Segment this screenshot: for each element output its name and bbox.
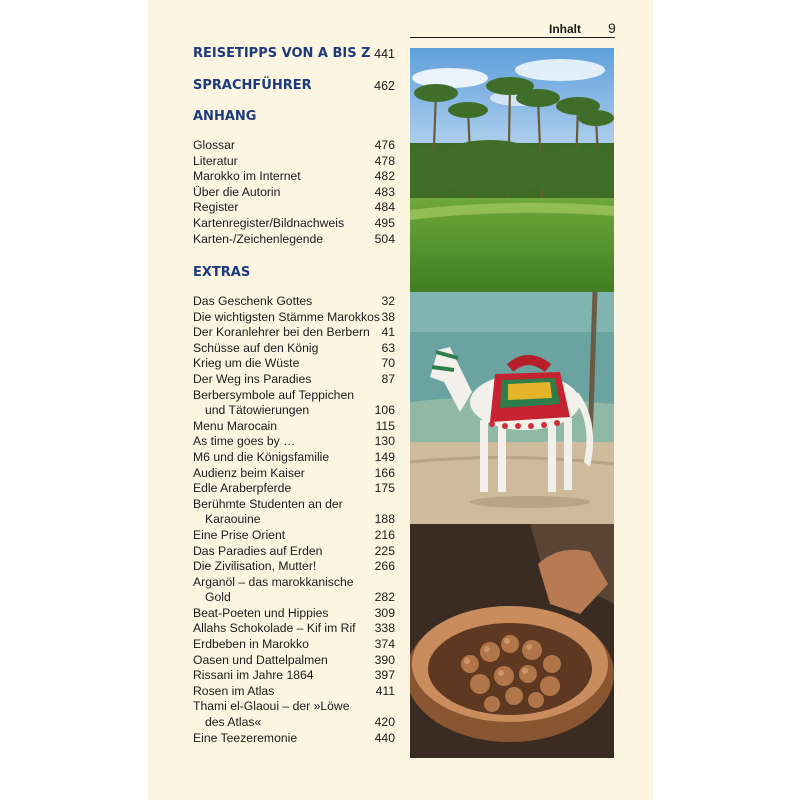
toc-entry-page: 63 [381, 340, 395, 355]
toc-entry-page: 216 [374, 527, 395, 542]
toc-entry[interactable] [193, 434, 395, 450]
toc-entry[interactable] [193, 419, 395, 435]
toc-entry-title: Karten-/Zeichenlegende [193, 231, 324, 246]
toc-entry-title: Eine Teezeremonie [193, 730, 298, 745]
toc-entry-page: 41 [381, 325, 395, 340]
toc-entry-title: des Atlas« [205, 715, 262, 730]
toc-entry-page: 338 [374, 621, 395, 636]
toc-entry-page: 495 [374, 215, 395, 230]
toc-entry[interactable] [193, 528, 395, 544]
toc-entry[interactable] [193, 637, 395, 653]
toc-entry-title: Marokko im Internet [193, 169, 301, 184]
toc-entry-page: 175 [374, 481, 395, 496]
toc-entry[interactable] [193, 154, 395, 170]
toc-entry[interactable] [193, 200, 395, 216]
toc-entry[interactable] [193, 341, 395, 357]
toc-heading-title: REISETIPPS VON A BIS Z [193, 46, 371, 61]
toc-entry[interactable] [193, 544, 395, 560]
toc-entry[interactable] [193, 388, 395, 404]
toc-entry-page: 282 [374, 590, 395, 605]
toc-entry-page: 38 [381, 309, 395, 324]
palm-oasis-photo [410, 48, 614, 292]
toc-entry-page: 397 [374, 668, 395, 683]
toc-entry[interactable] [193, 731, 395, 747]
toc-entry-title: und Tätowierungen [205, 403, 310, 418]
toc-entry[interactable] [193, 466, 395, 482]
toc-entry-page: 483 [374, 184, 395, 199]
argan-nuts-bowl-photo [410, 524, 614, 758]
toc-entry-page: 225 [374, 543, 395, 558]
page-number: 9 [608, 20, 616, 36]
toc-entry-title: Allahs Schokolade – Kif im Rif [193, 621, 356, 636]
toc-entry-title: Literatur [193, 153, 238, 168]
toc-heading-title: EXTRAS [193, 265, 251, 280]
toc-entry-page: 374 [374, 637, 395, 652]
toc-entry[interactable] [193, 372, 395, 388]
toc-entry[interactable] [193, 699, 395, 715]
toc-entry-title: Beat-Poeten und Hippies [193, 605, 329, 620]
toc-entry[interactable] [193, 325, 395, 341]
toc-entry-title: Rosen im Atlas [193, 683, 275, 698]
toc-entry-title: Rissani im Jahre 1864 [193, 668, 314, 683]
toc-entry[interactable] [193, 294, 395, 310]
decorated-white-horse-photo [410, 292, 614, 524]
toc-entry-page: 87 [381, 371, 395, 386]
toc-entry-title: Berühmte Studenten an der [193, 496, 343, 511]
toc-entry-title: Das Paradies auf Erden [193, 543, 323, 558]
toc-entry-page: 440 [374, 730, 395, 745]
toc-entry-title: Glossar [193, 138, 235, 152]
toc-entry[interactable] [193, 684, 395, 700]
toc-entry-page: 266 [374, 559, 395, 574]
toc-heading-page: 462 [374, 79, 395, 93]
toc-entry-title: Gold [205, 590, 231, 605]
toc-entry-page: 484 [374, 200, 395, 215]
toc-heading-reisetipps[interactable] [193, 46, 395, 64]
toc-entry[interactable] [193, 668, 395, 684]
toc-entry[interactable] [193, 450, 395, 466]
toc-entry-title: Eine Prise Orient [193, 527, 286, 542]
toc-entry[interactable] [193, 653, 395, 669]
toc-entry-page: 504 [374, 231, 395, 246]
toc-entry-title: Thami el-Glaoui – der »Löwe [193, 699, 350, 714]
toc-entry-title: Register [193, 200, 239, 215]
toc-entry[interactable] [193, 169, 395, 185]
toc-entry[interactable] [193, 497, 395, 513]
toc-entry-title: Audienz beim Kaiser [193, 465, 305, 480]
toc-entry[interactable] [193, 356, 395, 372]
extras-list [193, 294, 395, 746]
toc-entry[interactable] [193, 512, 395, 528]
toc-entry-page: 411 [375, 683, 395, 698]
toc-entry-page: 476 [374, 138, 395, 152]
toc-entry-page: 390 [374, 652, 395, 667]
toc-entry-title: M6 und die Königsfamilie [193, 449, 330, 464]
toc-heading-page: 441 [374, 47, 395, 61]
toc-entry[interactable] [193, 559, 395, 575]
toc-entry[interactable] [193, 715, 395, 731]
toc-heading-title: ANHANG [193, 109, 257, 124]
toc-entry-title: Oasen und Dattelpalmen [193, 652, 328, 667]
toc-entry-title: Arganöl – das marokkanische [193, 574, 354, 589]
toc-entry[interactable] [193, 590, 395, 606]
toc-entry-title: Erdbeben in Marokko [193, 637, 309, 652]
toc-entry-title: Der Weg ins Paradies [193, 371, 312, 386]
toc-entry-page: 420 [374, 715, 395, 730]
toc-entry[interactable] [193, 310, 395, 326]
toc-entry-title: Schüsse auf den König [193, 340, 319, 355]
anhang-list [193, 138, 395, 247]
running-head-label: Inhalt [549, 22, 581, 36]
toc-entry-page: 309 [374, 605, 395, 620]
toc-entry-title: Die Zivilisation, Mutter! [193, 559, 317, 574]
toc-entry-page: 32 [381, 294, 395, 308]
toc-heading-anhang [193, 109, 395, 127]
toc-entry-title: Kartenregister/Bildnachweis [193, 215, 345, 230]
toc-entry-title: Die wichtigsten Stämme Marokkos [193, 309, 380, 324]
toc-entry-page: 188 [374, 512, 395, 527]
toc-entry[interactable] [193, 575, 395, 591]
toc-entry-page: 166 [374, 465, 395, 480]
toc-entry[interactable] [193, 185, 395, 201]
toc-heading-extras [193, 265, 395, 283]
toc-entry-title: Edle Araberpferde [193, 481, 292, 496]
toc-entry-title: Über die Autorin [193, 184, 281, 199]
toc-entry[interactable] [193, 481, 395, 497]
toc-entry[interactable] [193, 606, 395, 622]
toc-entry-title: Karaouine [205, 512, 261, 527]
toc-heading-title: SPRACHFÜHRER [193, 78, 312, 93]
toc-entry-page: 106 [374, 403, 395, 418]
toc-entry[interactable] [193, 621, 395, 637]
toc-entry[interactable] [193, 403, 395, 419]
toc-entry[interactable] [193, 232, 395, 248]
toc-entry-title: Das Geschenk Gottes [193, 294, 313, 308]
toc-entry-page: 130 [374, 434, 395, 449]
toc-heading-sprachfuehrer[interactable] [193, 78, 395, 96]
toc-entry-page: 70 [381, 356, 395, 371]
toc-entry[interactable] [193, 138, 395, 154]
toc-entry-page: 115 [375, 418, 395, 433]
toc-entry-page: 482 [374, 169, 395, 184]
toc-entry-title: Menu Marocain [193, 418, 277, 433]
toc-entry-page: 149 [374, 449, 395, 464]
toc-entry-page: 478 [374, 153, 395, 168]
toc-entry-title: As time goes by … [193, 434, 296, 449]
running-head [410, 22, 615, 38]
toc-entry[interactable] [193, 216, 395, 232]
toc-entry-title: Der Koranlehrer bei den Berbern [193, 325, 370, 340]
toc-entry-title: Berbersymbole auf Teppichen [193, 387, 355, 402]
toc-entry-title: Krieg um die Wüste [193, 356, 300, 371]
